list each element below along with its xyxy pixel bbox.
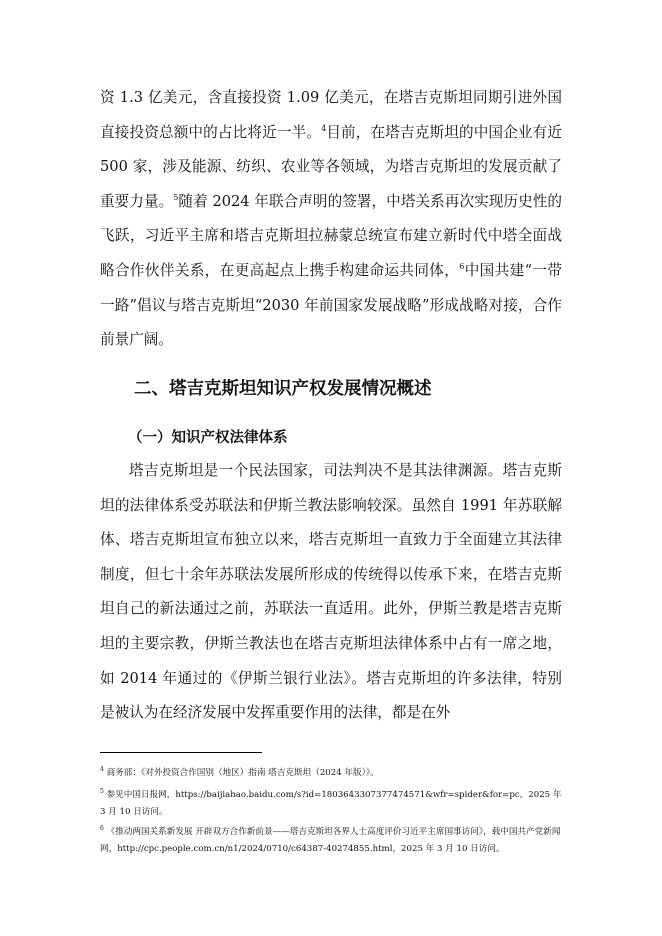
footnote-text: 参见中国日报网，https://baijiahao.baidu.com/s?id=1803643307377474571&wfr=spider&for=pc，2025 年 3 月 10 日访问。 bbox=[100, 790, 562, 817]
footnote-4 bbox=[100, 765, 562, 782]
footnote-number: 5 bbox=[100, 788, 104, 795]
footnote-ref-6[interactable]: 6 bbox=[459, 261, 465, 271]
footnote-number: 6 bbox=[100, 825, 104, 832]
para1-text-3: 随着 2024 年联合声明的签署，中塔关系再次实现历史性的飞跃，习近平主席和塔吉克斯坦拉赫蒙总统宣布建立新时代中塔全面战略合作伙伴关系，在更高起点上携手构建命运共同体， bbox=[100, 192, 562, 279]
footnote-separator bbox=[100, 752, 262, 753]
para1-text-4: 中国共建“一带一路”倡议与塔吉克斯坦“2030 年前国家发展战略”形成战略对接，合作前景广阔。 bbox=[100, 261, 562, 349]
footnote-5 bbox=[100, 787, 562, 821]
body-paragraph-investment bbox=[100, 81, 562, 358]
footnote-ref-4[interactable]: 4 bbox=[321, 123, 327, 133]
section-heading: 二、塔吉克斯坦知识产权发展情况概述 bbox=[134, 379, 432, 399]
footnote-text: 《推动两国关系新发展 开辟双方合作新前景——塔吉克斯坦各界人士高度评价习近平主席国事访问》，载中国共产党新闻网，http://cpc.people.com.cn/n1/2024/0710/c64387-40274855.html，2025 年 3 月 10 日访问。 bbox=[100, 827, 561, 854]
footnote-number: 4 bbox=[100, 766, 104, 773]
body-paragraph-legal-system: 塔吉克斯坦是一个民法国家，司法判决不是其法律渊源。塔吉克斯坦的法律体系受苏联法和伊斯兰教法影响较深。虽然自 1991 年苏联解体、塔吉克斯坦宣布独立以来，塔吉克斯坦一直致力于全面建立其法律制度，但七十余年苏联法发展所形成的传统得以传承下来，在塔吉克斯坦自己的新法通过之前，苏联法一直适用。此外，伊斯兰教是塔吉克斯坦的主要宗教，伊斯兰教法也在塔吉克斯坦法律体系中占有一席之地，如 2014 年通过的《伊斯兰银行业法》。塔吉克斯坦的许多法律，特别是被认为在经济发展中发挥重要作用的法律，都是在外 bbox=[100, 462, 562, 722]
para1-text-2: 目前，在塔吉克斯坦的中国企业有近 500 家，涉及能源、纺织、农业等各领域，为塔吉克斯坦的发展贡献了重要力量。 bbox=[100, 123, 562, 210]
para1-text-1: 资 1.3 亿美元，含直接投资 1.09 亿美元，在塔吉克斯坦同期引进外国直接投资总额中的占比将近一半。 bbox=[100, 89, 562, 141]
subsection-heading: （一）知识产权法律体系 bbox=[128, 429, 288, 446]
footnote-text: 商务部：《对外投资合作国别（地区）指南 塔吉克斯坦（2024 年版）》。 bbox=[106, 768, 379, 778]
footnote-6 bbox=[100, 824, 562, 858]
footnote-ref-5[interactable]: 5 bbox=[173, 192, 179, 202]
